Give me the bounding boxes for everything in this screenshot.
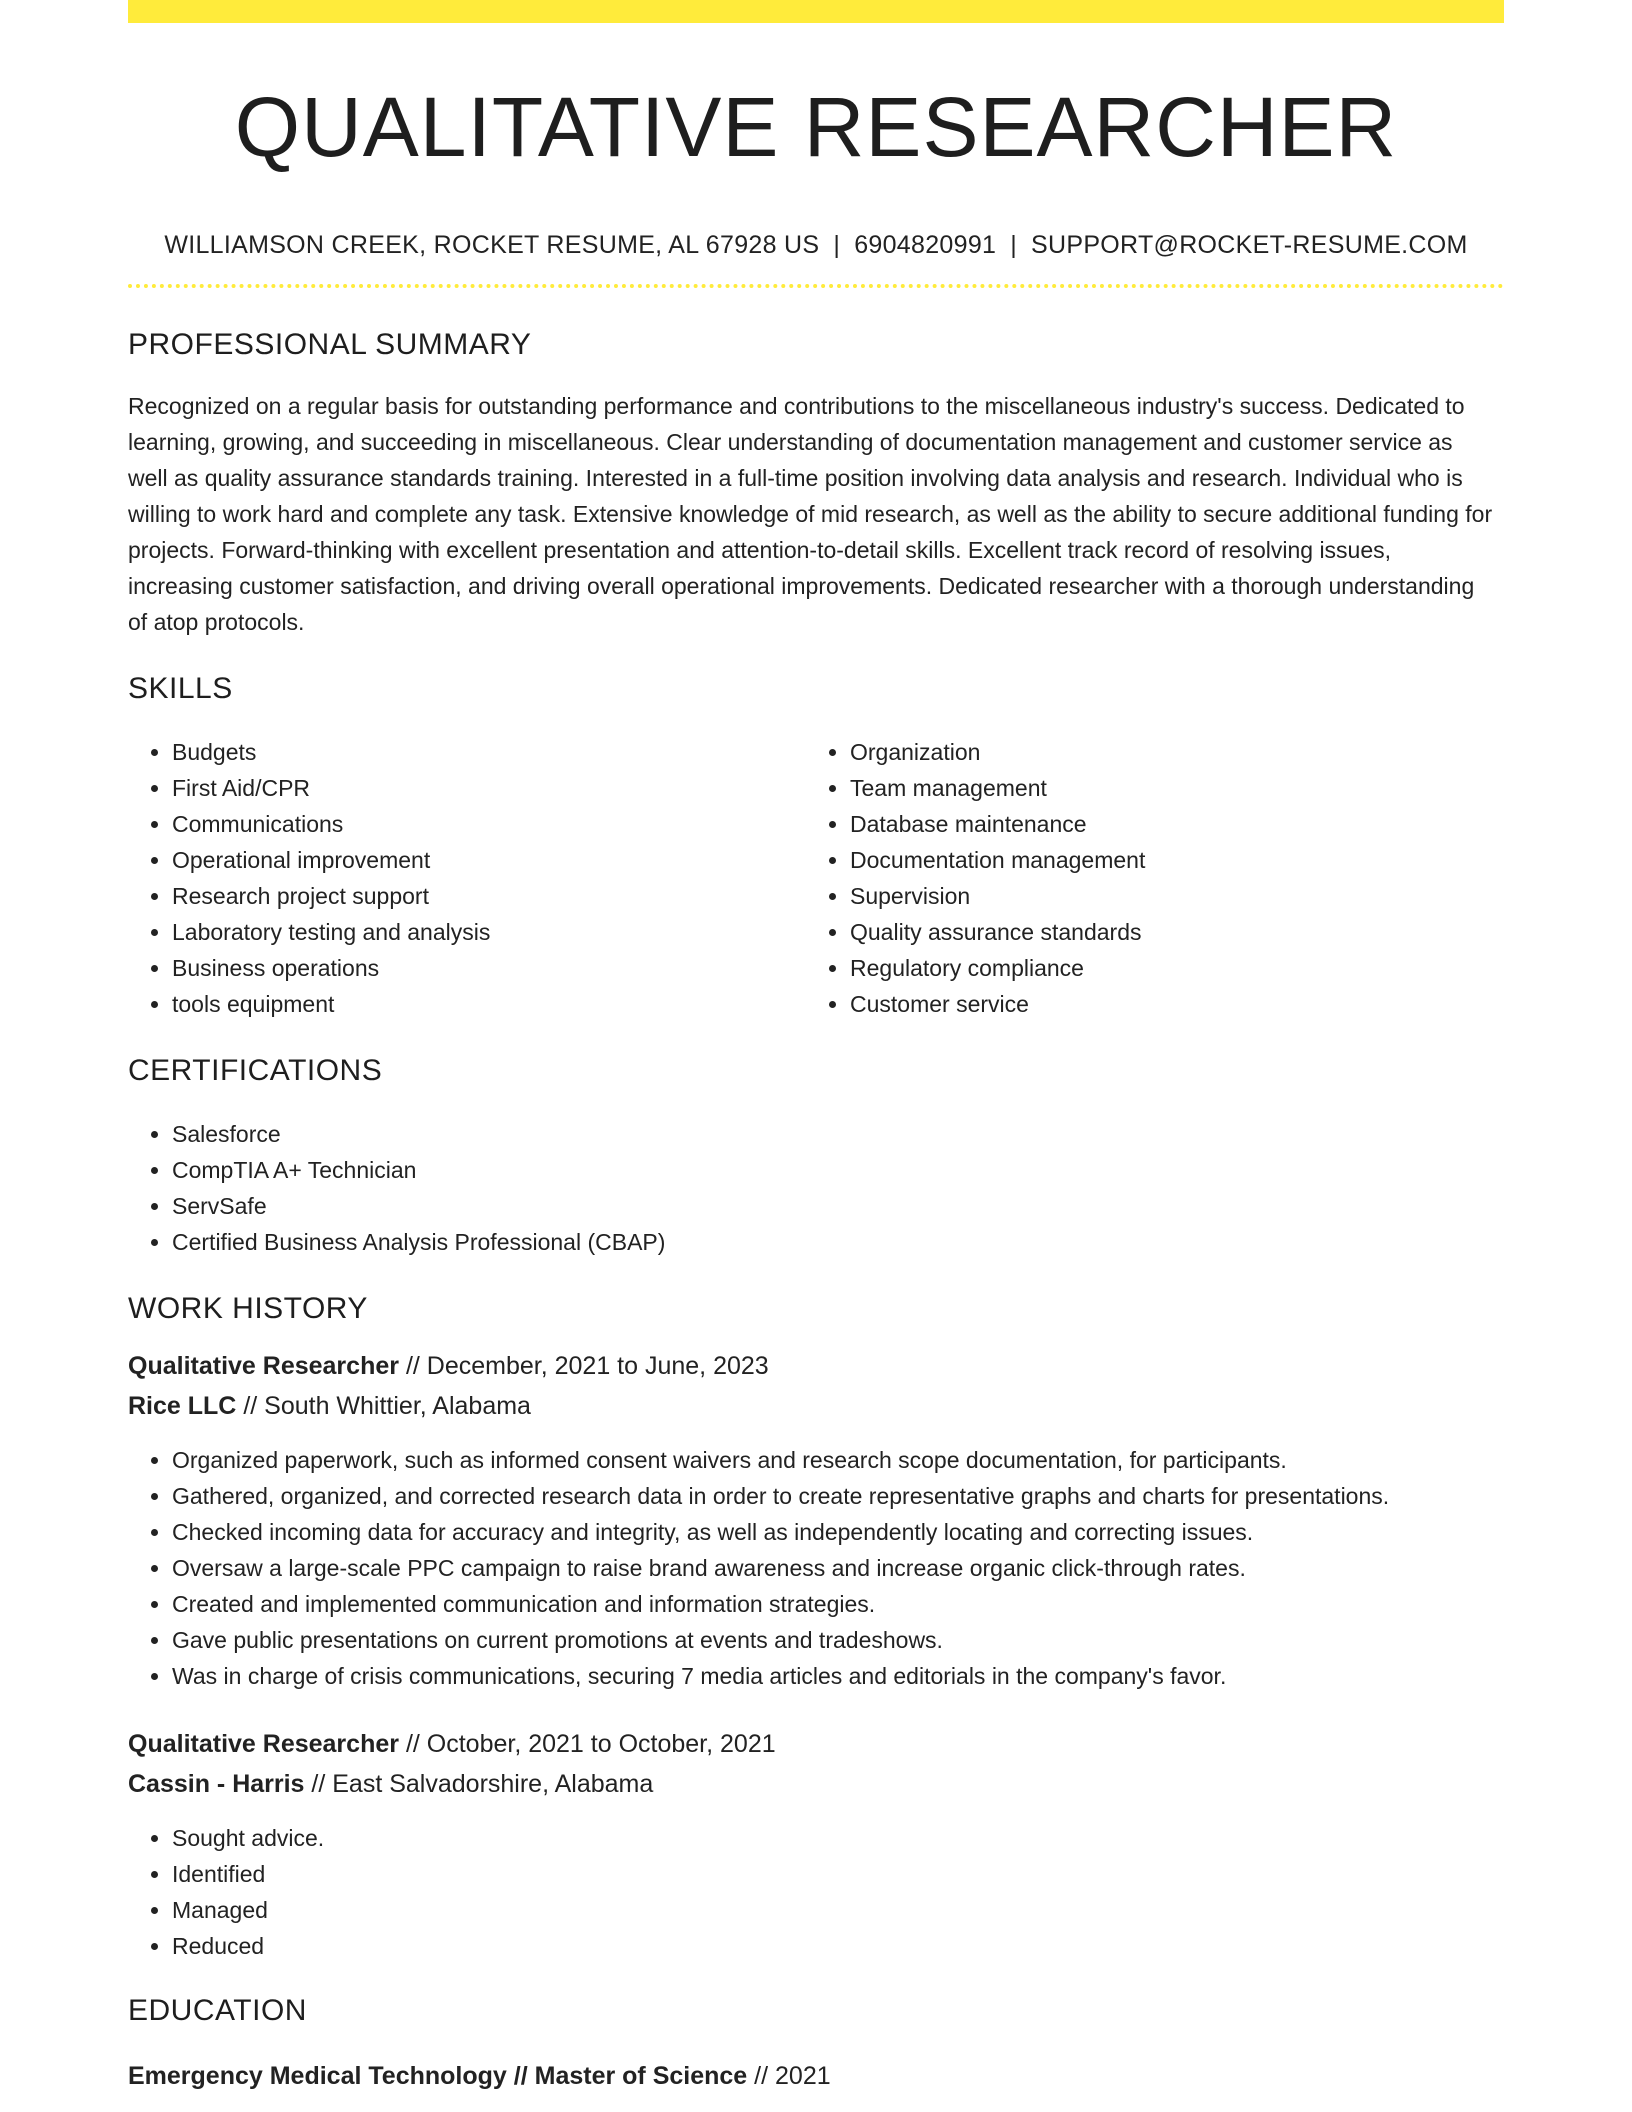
job-location: // South Whittier, Alabama [243,1392,531,1420]
skill-item: • Business operations [172,950,806,986]
job-bullets [128,1442,1504,1694]
job-title-line [128,1724,1504,1764]
top-accent-bar [128,0,1504,23]
skill-item: • Database maintenance [850,806,1484,842]
certification-item: • Certified Business Analysis Professional (CBAP) [172,1224,1504,1260]
skill-item: • First Aid/CPR [172,770,806,806]
job-bullet: • Gave public presentations on current promotions at events and tradeshows. [172,1622,1504,1658]
job-dates: // October, 2021 to October, 2021 [405,1730,776,1758]
contact-email: SUPPORT@ROCKET-RESUME.COM [1031,231,1468,259]
resume-page [128,0,1504,2096]
skill-item: • Quality assurance standards [850,914,1484,950]
certification-item: • ServSafe [172,1188,1504,1224]
certifications-list [128,1116,1504,1260]
job-location: // East Salvadorshire, Alabama [311,1770,654,1798]
job-role: Qualitative Researcher [128,1352,399,1380]
job-bullet: • Checked incoming data for accuracy and integrity, as well as independently locating and correcting issues. [172,1514,1504,1550]
job-bullet: • Reduced [172,1928,1504,1964]
job-company-line [128,1386,1504,1426]
job-role: Qualitative Researcher [128,1730,399,1758]
candidate-name: QUALITATIVE RESEARCHER [234,80,1398,174]
skills-right-list [806,734,1484,1022]
job-bullet: • Gathered, organized, and corrected research data in order to create representative graphs and charts for presentations. [172,1478,1504,1514]
header-divider [128,284,1504,288]
education-heading: EDUCATION [128,1994,307,2027]
job-bullet: • Was in charge of crisis communications, securing 7 media articles and editorials in the company's favor. [172,1658,1504,1694]
skills-left-list [128,734,806,1022]
contact-address: WILLIAMSON CREEK, ROCKET RESUME, AL 67928 US [164,231,820,259]
certification-item: • Salesforce [172,1116,1504,1152]
job-title-line [128,1346,1504,1386]
job-bullet: • Created and implemented communication and information strategies. [172,1586,1504,1622]
job-bullet: • Organized paperwork, such as informed consent waivers and research scope documentation, for participants. [172,1442,1504,1478]
contact-line [128,233,1504,258]
skill-item: • Laboratory testing and analysis [172,914,806,950]
skill-item: • Operational improvement [172,842,806,878]
job-company: Cassin - Harris [128,1770,305,1798]
skill-item: • tools equipment [172,986,806,1022]
job-dates: // December, 2021 to June, 2023 [405,1352,769,1380]
work-history-heading: WORK HISTORY [128,1292,368,1325]
certification-item: • CompTIA A+ Technician [172,1152,1504,1188]
contact-separator: | [833,231,841,259]
skill-item: • Communications [172,806,806,842]
skill-item: • Research project support [172,878,806,914]
skill-item: • Budgets [172,734,806,770]
skills-columns [128,734,1504,1022]
education-degree: Master of Science [534,2062,748,2090]
skill-item: • Documentation management [850,842,1484,878]
job-company-line [128,1764,1504,1804]
education-line [128,2056,1504,2096]
contact-phone: 6904820991 [854,231,997,259]
skills-heading: SKILLS [128,672,233,705]
skill-item: • Supervision [850,878,1484,914]
skill-item: • Team management [850,770,1484,806]
education-field: Emergency Medical Technology [128,2062,507,2090]
summary-text: Recognized on a regular basis for outstanding performance and contributions to the miscellaneous industry's success. Dedicated to learning, growing, and succeeding in miscellaneous. Clear understanding of documentation management and customer service as well as quality assurance standards training. Interested in a full-time position involving data analysis and research. Individual who is willing to work hard and complete any task. Extensive knowledge of mid research, as well as the ability to secure additional funding for projects. Forward-thinking with excellent presentation and attention-to-detail skills. Excellent track record of resolving issues, increasing customer satisfaction, and driving overall operational improvements. Dedicated researcher with a thorough understanding of atop protocols. [128,393,1493,635]
job-bullet: • Sought advice. [172,1820,1504,1856]
job-company: Rice LLC [128,1392,237,1420]
certifications-heading: CERTIFICATIONS [128,1054,383,1087]
job-bullet: • Oversaw a large-scale PPC campaign to raise brand awareness and increase organic click-through rates. [172,1550,1504,1586]
education-year: // 2021 [754,2062,831,2090]
job-bullet: • Managed [172,1892,1504,1928]
summary-heading: PROFESSIONAL SUMMARY [128,328,532,361]
job-bullet: • Identified [172,1856,1504,1892]
skill-item: • Regulatory compliance [850,950,1484,986]
education-separator: // [513,2062,528,2090]
job-bullets [128,1820,1504,1964]
contact-separator: | [1010,231,1018,259]
skill-item: • Customer service [850,986,1484,1022]
skill-item: • Organization [850,734,1484,770]
